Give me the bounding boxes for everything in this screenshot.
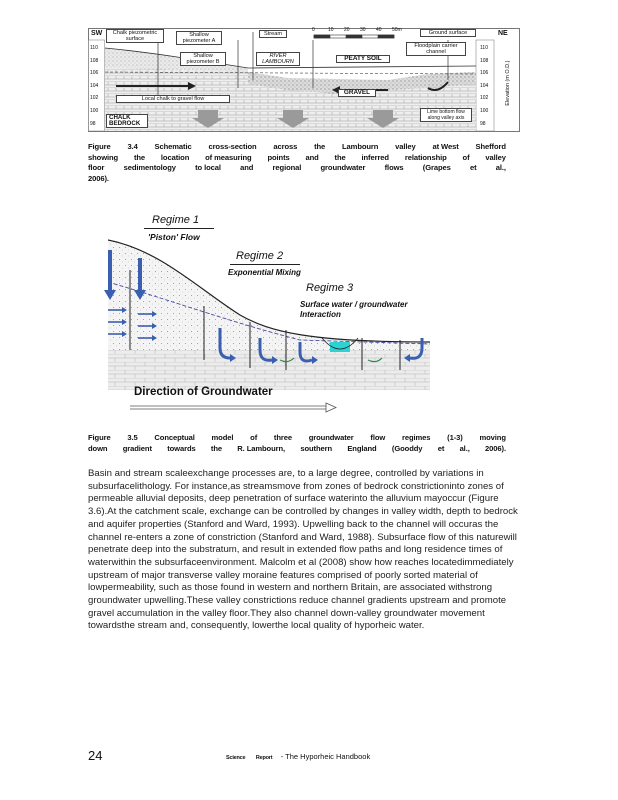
regime-2-subtitle: Exponential Mixing (228, 268, 301, 277)
ne-label: NE (498, 30, 508, 37)
stream-label: Stream (259, 30, 287, 38)
figure-3-4-caption: Figure 3.4 Schematic cross-section across the Lambourn valley at West Shefford showing the location of measuring points and the inferred relationship of valley floor sedimentology to local and regional groundwater flows (Grapes et al., 2006). (88, 142, 506, 183)
ground-surface-label: Ground surface (420, 29, 476, 37)
regime-2-underline (230, 248, 300, 265)
elevation-axis-title: Elevation (m O.D.) (504, 60, 511, 106)
footer-doc-word: Science (226, 755, 246, 761)
body-paragraph: Basin and stream scaleexchange processes are, to a large degree, controlled by variations in subsurfacelithology. For instance,as streamsmove from zones of bedrock constrictioninto zones of permeable alluvial deposits, deep penetration of surface waterinto the alluvium mayoccur (Figure 3.6).At the catchment scale, exchange can be controlled by changes in valley width, depth to bedrock and aquifer properties (Stanford and Ward, 1993). Upwelling back to the channel will occuras the channel re-enters a zone of constriction (Stanford and Ward, 1988). Subsurface flow of this naturewill penetrate deep into the substratum, and result in extended flow paths and long residence times of waterwithin the subsurfaceenvironment. Malcolm et al (2008) show how reaches locatedimmediately upstream of major transverse valley moraine features comprised of poorly sorted material of lowpermeability, such as those found in western and northern Britain, are associated withstrong groundwater upwelling.These valley constrictions reduce channel gradients upstream and promote gravel accumulation in the valley floor.They also channel down-valley groundwater movement towardsthe stream and, consequently, lowerthe local quality of hyporheic water. (88, 468, 518, 632)
scale-tick: 10 (328, 27, 334, 33)
figure-3-5-caption: Figure 3.5 Conceptual model of three groundwater flow regimes (1-3) moving down gradient towards the R. Lambourn, southern England (Gooddy et al., 2006). (88, 433, 506, 453)
regime-1-subtitle: 'Piston' Flow (148, 232, 200, 242)
regime-1-title: Regime 1 (152, 214, 200, 226)
peaty-soil-label: PEATY SOIL (336, 55, 390, 63)
direction-of-groundwater-label: Direction of Groundwater (134, 386, 273, 398)
floodplain-channel-label: Floodplain carrier channel (406, 42, 466, 56)
footer-doc-word: Report (255, 755, 273, 761)
shallow-piezometer-b-label: Shallow piezometer B (180, 52, 226, 66)
right-elevation-axis: 110 108 106 104 102 100 98 (480, 45, 489, 127)
regime-3-subtitle: Surface water / groundwater Interaction (300, 300, 408, 319)
left-elevation-axis: 110 108 106 104 102 100 98 (90, 45, 99, 127)
regime-3-title: Regime 3 (306, 282, 354, 294)
regime-2-title: Regime 2 (236, 250, 284, 262)
scale-tick: 20 (344, 27, 350, 33)
gravel-label: GRAVEL (338, 89, 376, 97)
sw-label: SW (91, 30, 103, 37)
page-footer (88, 748, 528, 764)
footer-title (226, 752, 370, 761)
local-flow-label: Local chalk to gravel flow (116, 95, 230, 103)
chalk-bedrock-label: CHALK BEDROCK (106, 114, 148, 128)
regime-1-underline (144, 212, 214, 229)
scale-tick: 40 (376, 27, 382, 33)
chalk-piezometric-surface-label: Chalk piezometric surface (106, 29, 164, 43)
river-lambourn-label: RIVER LAMBOURN (256, 52, 300, 66)
scale-label: 50m (392, 27, 402, 33)
footer-handbook-title: - The Hyporheic Handbook (280, 752, 371, 761)
scale-tick: 0 (312, 27, 315, 33)
page-number: 24 (88, 748, 103, 763)
scale-tick: 30 (360, 27, 366, 33)
shallow-piezometer-a-label: Shallow piezometer A (176, 31, 222, 45)
down-valley-flow-label: Lime bottom flow along valley axis (420, 108, 472, 122)
